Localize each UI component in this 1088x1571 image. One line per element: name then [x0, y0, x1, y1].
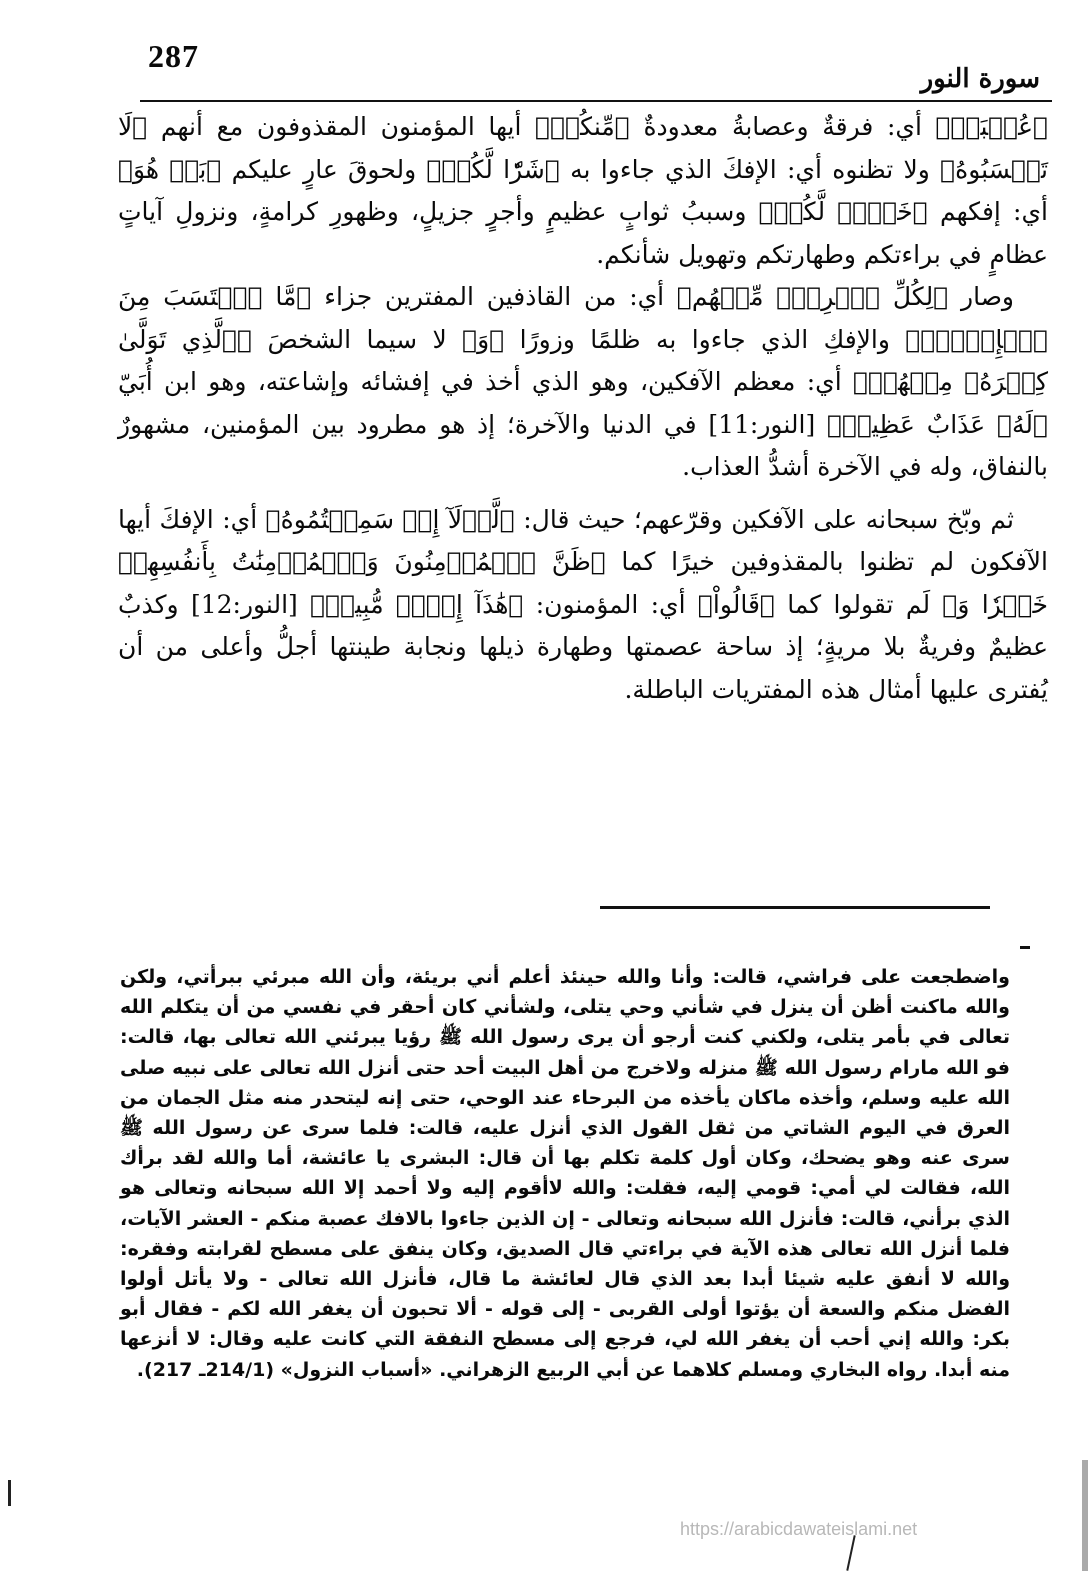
scan-artifact — [846, 1535, 855, 1571]
footnote-marker — [1020, 946, 1030, 949]
main-commentary — [118, 106, 1048, 711]
watermark-url: https://arabicdawateislami.net — [680, 1519, 918, 1539]
paragraph: ثم وبّخ سبحانه على الآفكين وقرّعهم؛ حيث قال: ﴿لَّوۡلَآ إِذۡ سَمِعۡتُمُوهُ﴾ أي: الإفكَ أيها الآفكون لم تظنوا بالمقذوفين خيرًا كما ﴿ظَنَّ ٱلۡمُؤۡمِنُونَ وَٱلۡمُؤۡمِنَٰتُ بِأَنفُسِهِمۡ خَيۡرٗا وَ﴾ لَم تقولوا كما ﴿قَالُواْ﴾ أي: المؤمنون: ﴿هَٰذَآ إِفۡكٞ مُّبِينٞ﴾ [النور:12] وكذبٌ عظيمٌ وفريةٌ بلا مريةٍ؛ إذ ساحة عصمتها وطهارة ذيلها ونجابة طينتها أجلُّ وأعلى من أن يُفترى عليها أمثال هذه المفتريات الباطلة. — [118, 504, 1048, 704]
footnote-paragraph: واضطجعت على فراشي، قالت: وأنا والله حينئذ أعلم أني بريئة، وأن الله مبرئي ببرأتي، ولكن والله ماكنت أظن أن ينزل في شأني وحي يتلى، ولشأني كان أحقر في نفسي من أن يتكلم الله تعالى في بأمر يتلى، ولكني كنت أرجو أن يرى رسول الله ﷺ رؤيا يبرئني الله تعالى بها، قالت: فو الله مارام رسول الله ﷺ منزله ولاخرج من أهل البيت أحد حتى أنزل الله تعالى على نبيه صلى الله عليه وسلم، وأخذه ماكان يأخذه من البرحاء عند الوحي، حتى إنه ليتحدر منه مثل الجمان من العرق في اليوم الشاتي من ثقل القول الذي أنزل عليه، قالت: فلما سرى عن رسول الله ﷺ سرى عنه وهو يضحك، وكان أول كلمة تكلم بها أن قال: البشرى يا عائشة، أما والله لقد برأك الله، فقالت لي أمي: قومي إليه، فقلت: والله لاأقوم إليه ولا أحمد إلا الله سبحانه وتعالى هو الذي برأني، قالت: فأنزل الله سبحانه وتعالى - إن الذين جاءوا بالافك عصبة منكم - العشر الآيات، فلما أنزل الله تعالى هذه الآية في براءتي قال الصديق، وكان ينفق على مسطح لقرابته وفقره: والله لا أنفق عليه شيئا أبدا بعد الذي قال لعائشة ما قال، فأنزل الله تعالى - ولا يأتل أولوا الفضل منكم والسعة أن يؤتوا أولى القربى - إلى قوله - ألا تحبون أن يغفر الله لكم - فقال أبو بكر: والله إني أحب أن يغفر الله لي، فرجع إلى مسطح النفقة التي كانت عليه وقال: لا أنزعها منه أبدا. رواه البخاري ومسلم كلاهما عن أبي الربيع الزهراني. «أسباب النزول» (214/1ـ 217). — [120, 966, 1010, 1381]
footnote — [120, 962, 1010, 1385]
footnote-divider — [600, 906, 990, 909]
paragraph: ﴿عُصۡبَةٞ﴾ أي: فرقةٌ وعصابةُ معدودةٌ ﴿مِّنكُمۡ﴾ أيها المؤمنون المقذوفون مع أنهم ﴿لَا تَحۡسَبُوهُ﴾ ولا تظنوه أي: الإفكَ الذي جاءوا به ﴿شَرّٗا لَّكُمۖ﴾ ولحوقَ عارٍ عليكم ﴿بَلۡ هُوَ﴾ أي: إفكهم ﴿خَيۡرٞ لَّكُمۡ﴾ وسببُ ثوابٍ عظيمٍ وأجرٍ جزيلٍ، وظهورِ كرامةٍ، ونزولِ آياتٍ عظامٍ في براءتكم وطهارتكم وتهويل شأنكم. — [118, 112, 1048, 269]
page-number: 287 — [148, 38, 199, 74]
paragraph: وصار ﴿لِكُلِّ ٱمۡرِيٕٖ مِّنۡهُم﴾ أي: من القاذفين المفترين جزاء ﴿مَّا ٱكۡتَسَبَ مِنَ ٱلۡإِثۡمِۚ﴾ والإفكِ الذي جاءوا به ظلمًا وزورًا ﴿وَ﴾ لا سيما الشخصَ ﴿ٱلَّذِي تَوَلَّىٰ كِبۡرَهُۥ مِنۡهُمۡ﴾ أي: معظم الآفكين، وهو الذي أخذ في إفشائه وإشاعته، وهو ابن أُبَيّ ﴿لَهُۥ عَذَابٌ عَظِيمٞ﴾ [النور:11] في الدنيا والآخرة؛ إذ هو مطرود بين المؤمنين، مشهورٌ بالنفاق، وله في الآخرة أشدُّ العذاب. — [118, 282, 1049, 481]
header-divider — [140, 100, 1052, 102]
surah-title: سورة النور — [920, 64, 1040, 94]
scan-artifact — [8, 1480, 11, 1506]
scan-edge — [1082, 1460, 1088, 1571]
